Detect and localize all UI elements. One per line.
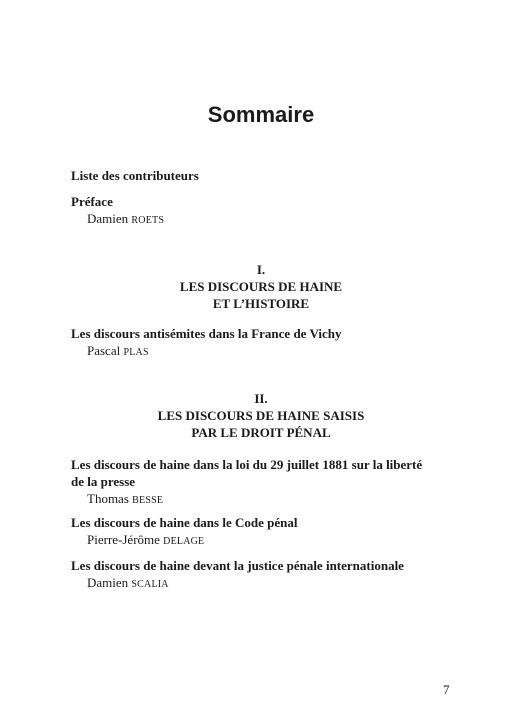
entry-title: Les discours de haine dans le Code pénal (71, 515, 298, 530)
author-last-name: SCALIA (131, 579, 169, 590)
entry-title: Les discours antisémites dans la France de Vichy (71, 326, 342, 341)
author-first-name: Damien (87, 211, 132, 226)
toc-entry-chapter-4 (71, 557, 461, 593)
part-number: I. (256, 262, 266, 277)
part-title-line: ET L’HISTOIRE (212, 296, 310, 311)
author-first-name: Thomas (87, 491, 133, 506)
part-title-line: LES DISCOURS DE HAINE SAISIS (157, 408, 365, 423)
entry-author (71, 531, 461, 550)
author-last-name: ROETS (131, 215, 165, 226)
part-title-line: PAR LE DROIT PÉNAL (191, 425, 331, 440)
author-first-name: Damien (87, 575, 132, 590)
part-number: II. (254, 391, 268, 406)
entry-title-line-1: Les discours de haine dans la loi du 29 juillet 1881 sur la liberté (71, 457, 423, 472)
page-number: 7 (443, 682, 450, 697)
entry-author (71, 342, 461, 361)
toc-entry-contributors (71, 167, 461, 184)
toc-entry-preface (71, 193, 461, 229)
entry-author (71, 490, 461, 509)
entry-title: Liste des contributeurs (71, 168, 199, 183)
author-last-name: BESSE (132, 495, 164, 506)
author-first-name: Pascal (87, 343, 124, 358)
entry-title: Les discours de haine devant la justice pénale internationale (71, 558, 404, 573)
author-first-name: Pierre-Jérôme (87, 532, 164, 547)
toc-entry-chapter-2 (71, 456, 461, 509)
entry-title: Préface (71, 194, 113, 209)
toc-entry-chapter-1 (71, 325, 461, 361)
entry-author (71, 210, 461, 229)
toc-entry-chapter-3 (71, 514, 461, 550)
author-last-name: DELAGE (163, 536, 205, 547)
part-heading-2 (0, 390, 522, 441)
page-title: Sommaire (207, 102, 315, 127)
part-heading-1 (0, 261, 522, 312)
entry-title-line-2: de la presse (71, 474, 136, 489)
part-title-line: LES DISCOURS DE HAINE (179, 279, 343, 294)
entry-author (71, 574, 461, 593)
author-last-name: PLAS (123, 347, 149, 358)
